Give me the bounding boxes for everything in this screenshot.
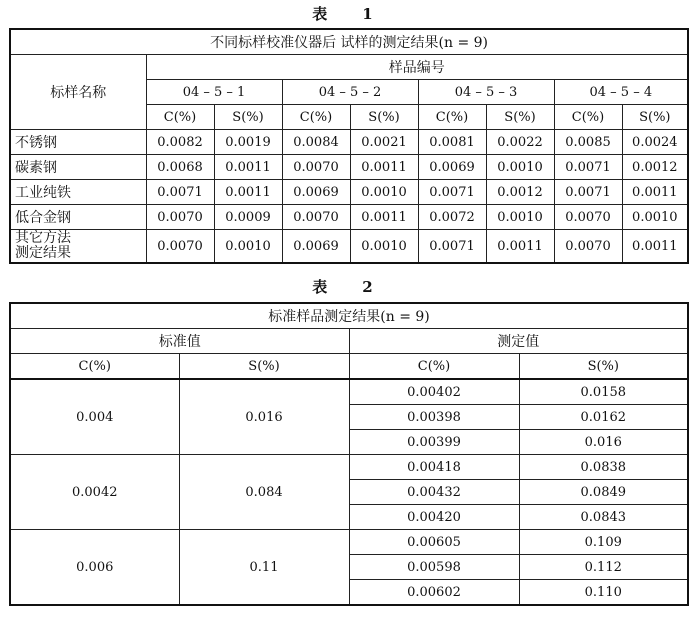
value-cell: 0.0070 bbox=[554, 205, 622, 230]
table1-caption: 表 1 bbox=[312, 5, 383, 23]
measured-s-cell: 0.0838 bbox=[519, 455, 688, 480]
value-cell: 0.0012 bbox=[486, 180, 554, 205]
sample-id-header: 04 – 5 – 2 bbox=[282, 80, 418, 105]
value-cell: 0.0081 bbox=[418, 130, 486, 155]
standard-c-cell: 0.0042 bbox=[10, 455, 179, 530]
table1 bbox=[9, 28, 689, 264]
value-cell: 0.0010 bbox=[622, 205, 688, 230]
value-cell: 0.0069 bbox=[282, 230, 350, 264]
table-row bbox=[10, 530, 688, 555]
measured-c-cell: 0.00402 bbox=[349, 379, 519, 405]
value-cell: 0.0010 bbox=[486, 205, 554, 230]
measured-s-cell: 0.109 bbox=[519, 530, 688, 555]
value-cell: 0.0069 bbox=[282, 180, 350, 205]
sample-name-cell: 低合金钢 bbox=[10, 205, 146, 230]
s-header: S(%) bbox=[486, 105, 554, 130]
value-cell: 0.0011 bbox=[622, 230, 688, 264]
value-cell: 0.0010 bbox=[486, 155, 554, 180]
value-cell: 0.0070 bbox=[282, 155, 350, 180]
value-cell: 0.0070 bbox=[282, 205, 350, 230]
value-cell: 0.0024 bbox=[622, 130, 688, 155]
value-cell: 0.0010 bbox=[350, 230, 418, 264]
value-cell: 0.0071 bbox=[418, 180, 486, 205]
c-header: C(%) bbox=[146, 105, 214, 130]
value-cell: 0.0071 bbox=[554, 180, 622, 205]
measured-s-cell: 0.112 bbox=[519, 555, 688, 580]
s-header: S(%) bbox=[214, 105, 282, 130]
standard-s-cell: 0.016 bbox=[179, 379, 349, 455]
table-row bbox=[10, 180, 688, 205]
value-cell: 0.0010 bbox=[350, 180, 418, 205]
sample-id-header: 04 – 5 – 3 bbox=[418, 80, 554, 105]
measured-s-cell: 0.0158 bbox=[519, 379, 688, 405]
value-cell: 0.0010 bbox=[214, 230, 282, 264]
table2-caption: 表 2 bbox=[312, 278, 383, 296]
sample-name-cell: 碳素钢 bbox=[10, 155, 146, 180]
standard-s-cell: 0.084 bbox=[179, 455, 349, 530]
measured-value-header: 测定值 bbox=[349, 329, 688, 354]
c-header: C(%) bbox=[554, 105, 622, 130]
value-cell: 0.0071 bbox=[554, 155, 622, 180]
table-row bbox=[10, 230, 688, 264]
value-cell: 0.0082 bbox=[146, 130, 214, 155]
table-row bbox=[10, 379, 688, 405]
value-cell: 0.0070 bbox=[146, 205, 214, 230]
value-cell: 0.0011 bbox=[622, 180, 688, 205]
table1-group-header: 样品编号 bbox=[146, 55, 688, 80]
value-cell: 0.0085 bbox=[554, 130, 622, 155]
value-cell: 0.0072 bbox=[418, 205, 486, 230]
sample-name-cell: 工业纯铁 bbox=[10, 180, 146, 205]
table1-name-header: 标样名称 bbox=[10, 55, 146, 130]
value-cell: 0.0011 bbox=[214, 180, 282, 205]
sample-id-header: 04 – 5 – 1 bbox=[146, 80, 282, 105]
value-cell: 0.0011 bbox=[486, 230, 554, 264]
measured-c-cell: 0.00398 bbox=[349, 405, 519, 430]
value-cell: 0.0011 bbox=[350, 205, 418, 230]
measured-c-cell: 0.00432 bbox=[349, 480, 519, 505]
standard-c-cell: 0.004 bbox=[10, 379, 179, 455]
c-header: C(%) bbox=[282, 105, 350, 130]
c-header: C(%) bbox=[10, 354, 179, 380]
c-header: C(%) bbox=[418, 105, 486, 130]
table-row bbox=[10, 205, 688, 230]
sample-name-cell: 其它方法 测定结果 bbox=[10, 230, 146, 264]
measured-c-cell: 0.00602 bbox=[349, 580, 519, 606]
measured-c-cell: 0.00418 bbox=[349, 455, 519, 480]
measured-s-cell: 0.0843 bbox=[519, 505, 688, 530]
value-cell: 0.0071 bbox=[418, 230, 486, 264]
table2-title: 标准样品测定结果(n = 9) bbox=[10, 303, 688, 329]
value-cell: 0.0019 bbox=[214, 130, 282, 155]
measured-c-cell: 0.00598 bbox=[349, 555, 519, 580]
measured-s-cell: 0.016 bbox=[519, 430, 688, 455]
table-row bbox=[10, 130, 688, 155]
standard-s-cell: 0.11 bbox=[179, 530, 349, 606]
value-cell: 0.0070 bbox=[554, 230, 622, 264]
table2 bbox=[9, 302, 689, 606]
s-header: S(%) bbox=[179, 354, 349, 380]
value-cell: 0.0071 bbox=[146, 180, 214, 205]
measured-s-cell: 0.0849 bbox=[519, 480, 688, 505]
measured-s-cell: 0.110 bbox=[519, 580, 688, 606]
table-row bbox=[10, 455, 688, 480]
standard-c-cell: 0.006 bbox=[10, 530, 179, 606]
c-header: C(%) bbox=[349, 354, 519, 380]
value-cell: 0.0068 bbox=[146, 155, 214, 180]
value-cell: 0.0012 bbox=[622, 155, 688, 180]
table-row bbox=[10, 155, 688, 180]
sample-name-cell: 不锈钢 bbox=[10, 130, 146, 155]
value-cell: 0.0022 bbox=[486, 130, 554, 155]
standard-value-header: 标准值 bbox=[10, 329, 349, 354]
measured-c-cell: 0.00605 bbox=[349, 530, 519, 555]
s-header: S(%) bbox=[350, 105, 418, 130]
value-cell: 0.0009 bbox=[214, 205, 282, 230]
sample-id-header: 04 – 5 – 4 bbox=[554, 80, 688, 105]
measured-c-cell: 0.00399 bbox=[349, 430, 519, 455]
value-cell: 0.0011 bbox=[214, 155, 282, 180]
value-cell: 0.0069 bbox=[418, 155, 486, 180]
value-cell: 0.0070 bbox=[146, 230, 214, 264]
value-cell: 0.0011 bbox=[350, 155, 418, 180]
value-cell: 0.0021 bbox=[350, 130, 418, 155]
s-header: S(%) bbox=[519, 354, 688, 380]
measured-c-cell: 0.00420 bbox=[349, 505, 519, 530]
value-cell: 0.0084 bbox=[282, 130, 350, 155]
measured-s-cell: 0.0162 bbox=[519, 405, 688, 430]
table1-title: 不同标样校准仪器后 试样的测定结果(n = 9) bbox=[10, 29, 688, 55]
s-header: S(%) bbox=[622, 105, 688, 130]
